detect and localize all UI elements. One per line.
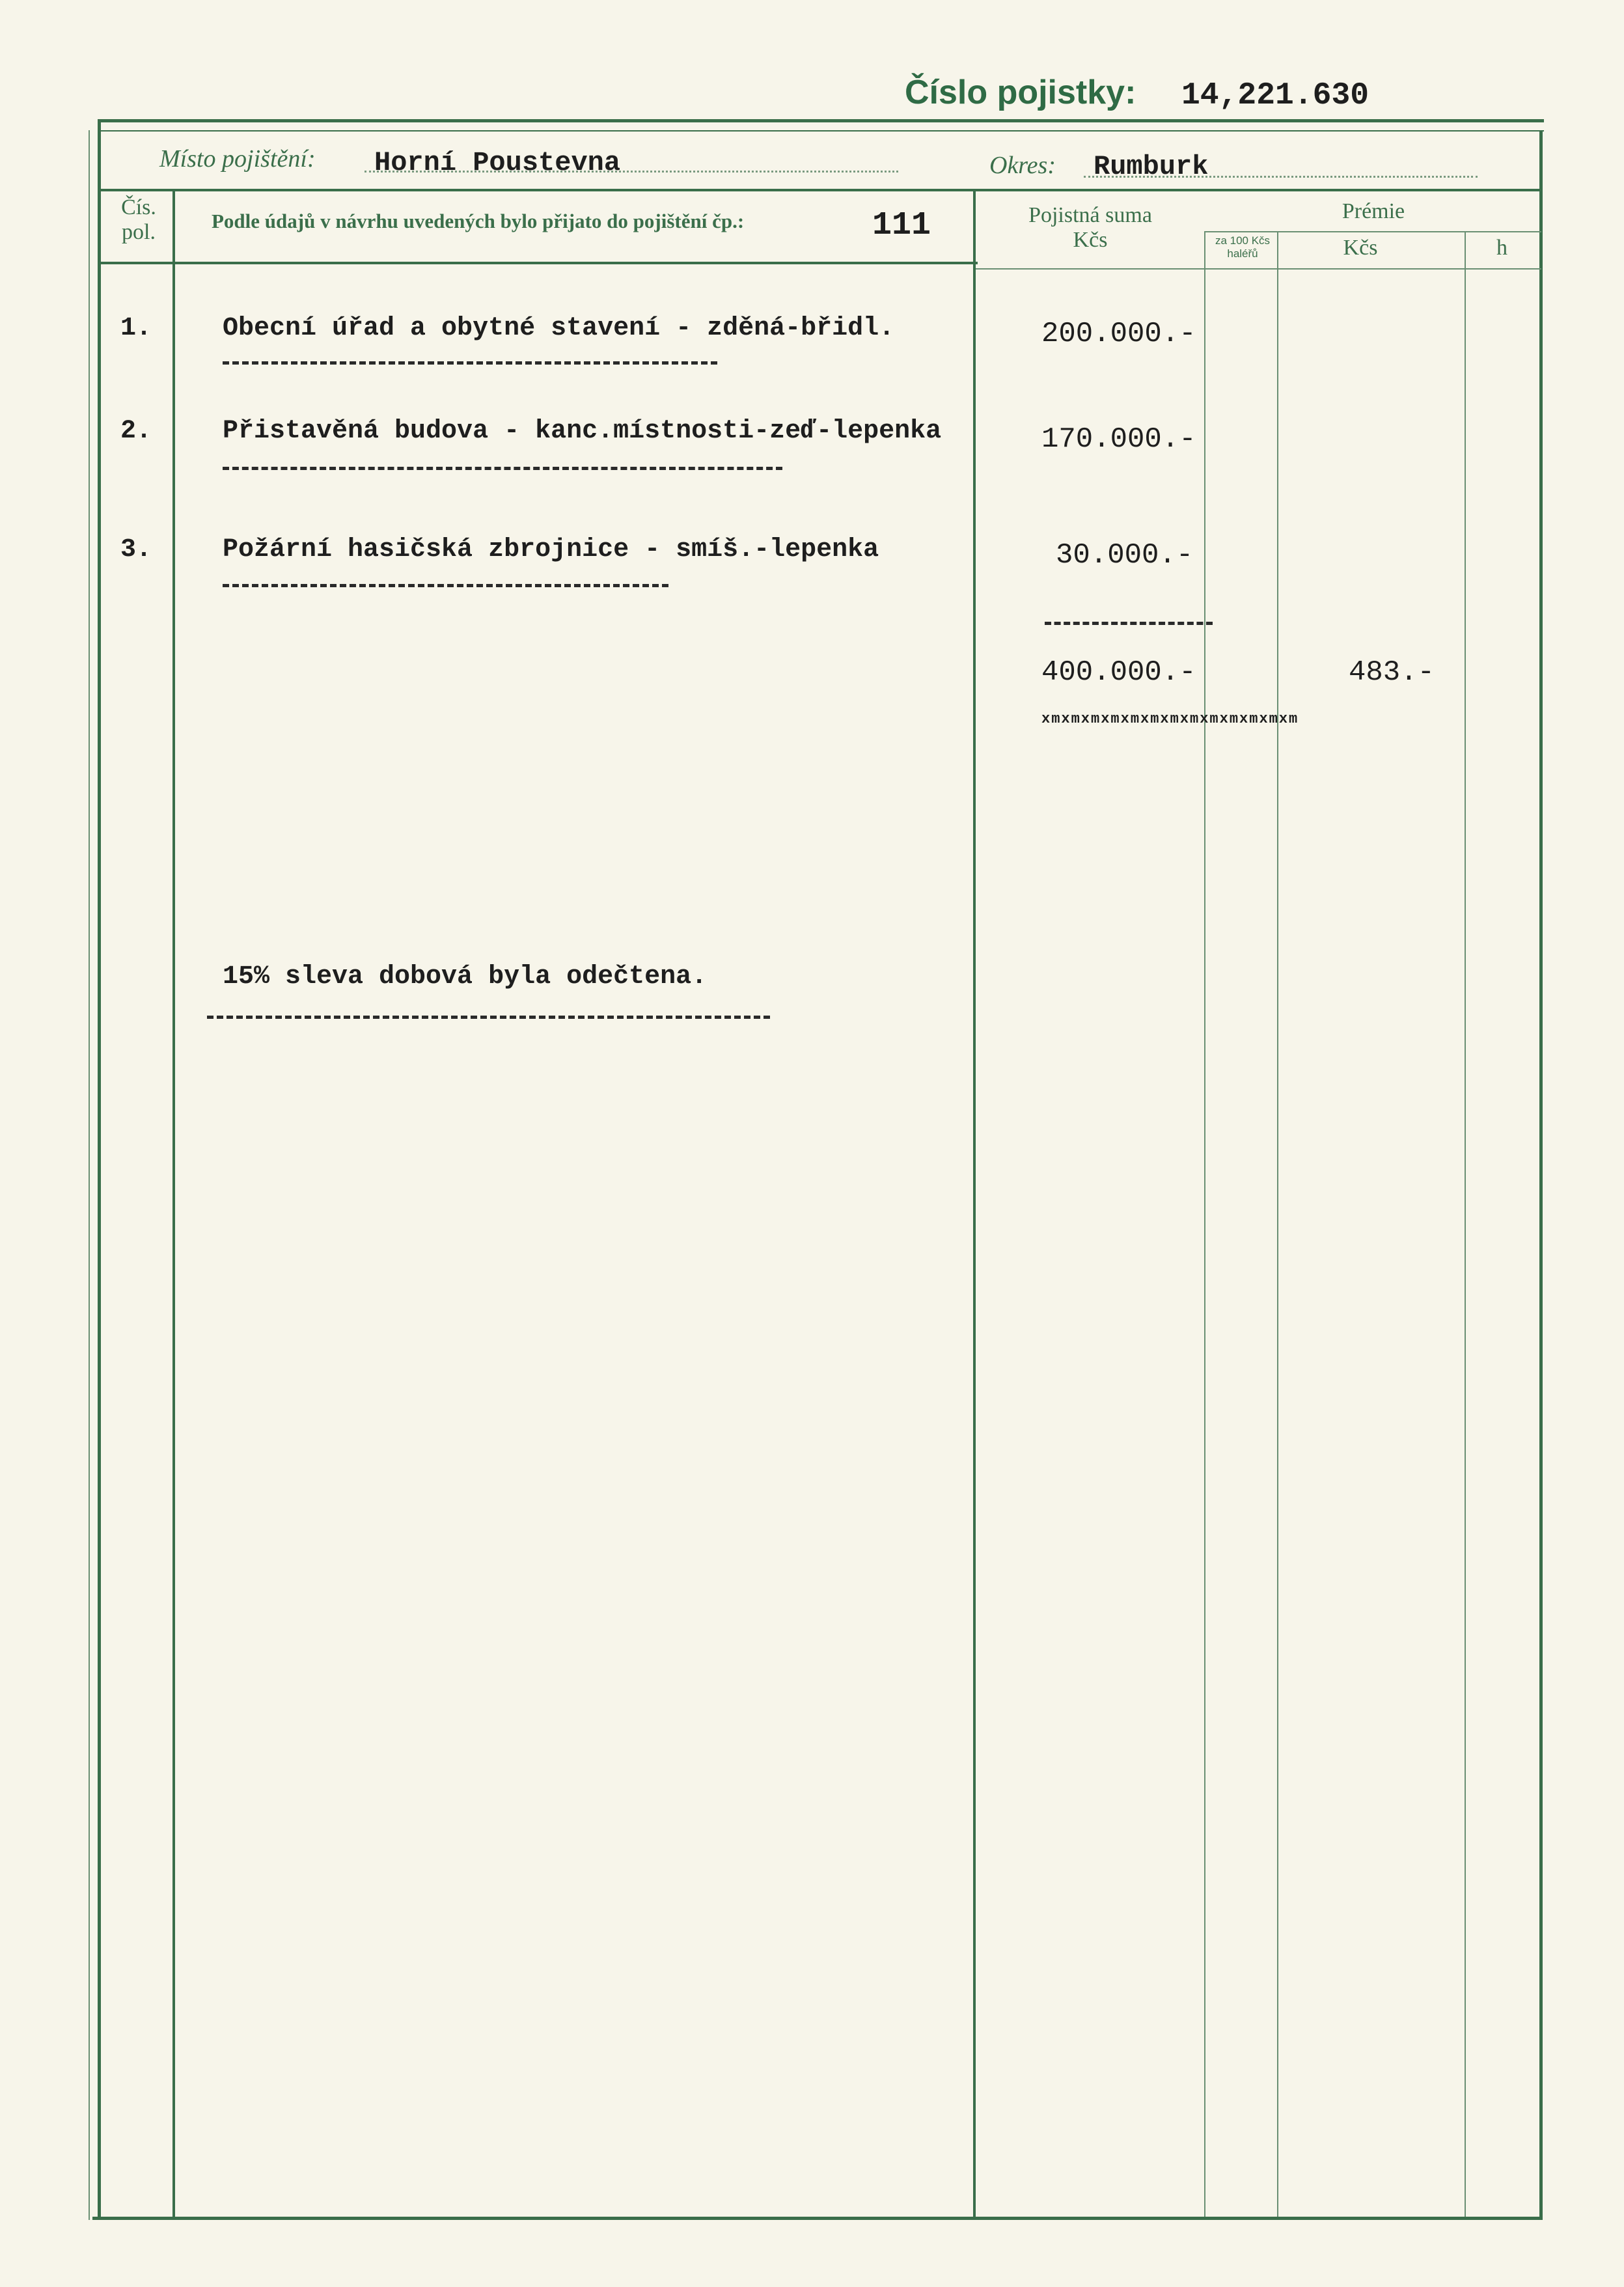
frame-left-outer <box>89 130 90 2220</box>
policy-number-label: Číslo pojistky: <box>905 74 1136 111</box>
frame-bottom <box>92 2217 1541 2220</box>
col-header-premium: Prémie <box>1342 199 1405 223</box>
premium-subheader-line <box>1204 231 1541 232</box>
item-1-number: 1. <box>120 314 152 343</box>
item-2-text: Přistavěná budova - kanc.místnosti-zeď-lepenka <box>223 417 942 446</box>
col-header-premium-h: h <box>1496 236 1507 260</box>
policy-number-value: 14,221.630 <box>1181 78 1369 113</box>
col-header-no: Čís. pol. <box>121 195 156 244</box>
frame-top <box>99 119 1544 122</box>
col-line-sum <box>1204 231 1205 2217</box>
sum-header-bottom-line <box>975 268 1541 270</box>
frame-left <box>98 119 101 2220</box>
place-value: Horní Poustevna <box>374 147 621 178</box>
frame-right <box>1539 130 1543 2220</box>
col-line-per100 <box>1277 231 1278 2217</box>
place-label: Místo pojištění: <box>159 145 316 173</box>
place-dots <box>365 171 898 173</box>
district-label: Okres: <box>989 152 1056 179</box>
item-3-number: 3. <box>120 535 152 564</box>
district-dots <box>1084 176 1478 178</box>
header-bottom-line <box>99 262 978 264</box>
col-header-sum: Pojistná suma Kčs <box>1028 203 1152 252</box>
house-number: 111 <box>872 207 931 244</box>
item-3-sum: 30.000.- <box>1056 539 1194 572</box>
col-line-no <box>172 189 175 2217</box>
discount-note-underline <box>207 1016 770 1019</box>
total-sum: 400.000.- <box>1041 656 1196 689</box>
col-header-premium-kcs: Kčs <box>1343 236 1378 260</box>
item-1-sum: 200.000.- <box>1041 318 1196 350</box>
sum-total-rule <box>1045 622 1213 625</box>
item-2-sum: 170.000.- <box>1041 423 1196 456</box>
total-premium: 483.- <box>1349 656 1435 689</box>
item-3-underline <box>223 584 668 587</box>
discount-note: 15% sleva dobová byla odečtena. <box>223 962 708 991</box>
col-line-description <box>973 189 976 2217</box>
total-strike-line: xmxmxmxmxmxmxmxmxmxmxmxmxm <box>1041 711 1299 727</box>
item-1-text: Obecní úřad a obytné stavení - zděná-břidl. <box>223 314 895 343</box>
item-3-text: Požární hasičská zbrojnice - smíš.-lepenka <box>223 535 879 564</box>
col-line-kcs <box>1465 231 1466 2217</box>
district-value: Rumburk <box>1094 151 1209 182</box>
header-top-line <box>99 189 1541 191</box>
frame-top-inner <box>99 130 1544 132</box>
item-2-number: 2. <box>120 417 152 446</box>
item-2-underline <box>223 467 782 470</box>
item-1-underline <box>223 361 717 365</box>
col-header-description: Podle údajů v návrhu uvedených bylo přijato do pojištění čp.: <box>212 210 745 232</box>
col-header-per100: za 100 Kčs haléřů <box>1215 234 1271 260</box>
